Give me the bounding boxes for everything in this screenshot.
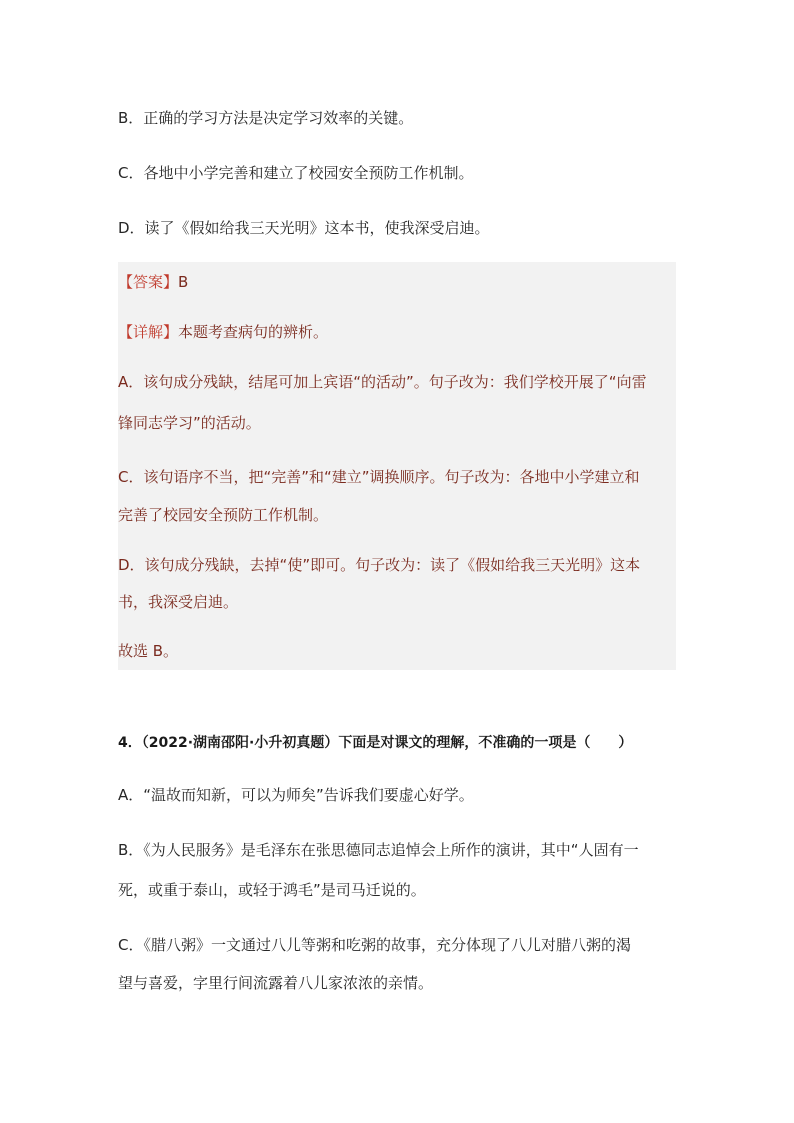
answer-explanation-box bbox=[118, 262, 676, 670]
explain-c-line-1: C．该句语序不当，把“完善”和“建立”调换顺序。句子改为：各地中小学建立和 bbox=[118, 468, 640, 486]
detail-line bbox=[118, 322, 328, 342]
explain-c-line-2: 完善了校园安全预防工作机制。 bbox=[118, 506, 329, 524]
conclusion-line: 故选 B。 bbox=[118, 642, 179, 660]
detail-tag: 【详解】 bbox=[118, 323, 179, 341]
detail-text: 本题考查病句的辨析。 bbox=[178, 323, 329, 341]
prev-option-c: C．各地中小学完善和建立了校园安全预防工作机制。 bbox=[118, 164, 474, 182]
question-4-option-b-line-2: 死，或重于泰山，或轻于鸿毛”是司马迁说的。 bbox=[118, 881, 426, 899]
prev-option-d: D．读了《假如给我三天光明》这本书，使我深受启迪。 bbox=[118, 219, 490, 237]
explain-a-line-1: A．该句成分残缺，结尾可加上宾语“的活动”。句子改为：我们学校开展了“向雷 bbox=[118, 373, 647, 391]
explain-d-line-2: 书，我深受启迪。 bbox=[118, 593, 239, 611]
question-4-option-c-line-1: C．《腊八粥》一文通过八儿等粥和吃粥的故事，充分体现了八儿对腊八粥的渴 bbox=[118, 936, 631, 954]
answer-tag: 【答案】 bbox=[118, 273, 179, 291]
prev-option-b: B．正确的学习方法是决定学习效率的关键。 bbox=[118, 109, 414, 127]
answer-line bbox=[118, 272, 188, 292]
explain-d-line-1: D．该句成分残缺，去掉“使”即可。句子改为：读了《假如给我三天光明》这本 bbox=[118, 556, 641, 574]
answer-value: B bbox=[178, 273, 189, 291]
explain-a-line-2: 锋同志学习”的活动。 bbox=[118, 414, 261, 432]
question-4-option-b-line-1: B．《为人民服务》是毛泽东在张思德同志追悼会上所作的演讲，其中“人固有一 bbox=[118, 841, 639, 859]
question-4-title: 4．（2022·湖南邵阳·小升初真题）下面是对课文的理解，不准确的一项是（ ） bbox=[118, 735, 633, 751]
question-4-option-c-line-2: 望与喜爱，字里行间流露着八儿家浓浓的亲情。 bbox=[118, 974, 434, 992]
question-4-option-a: A．“温故而知新，可以为师矣”告诉我们要虚心好学。 bbox=[118, 786, 474, 804]
